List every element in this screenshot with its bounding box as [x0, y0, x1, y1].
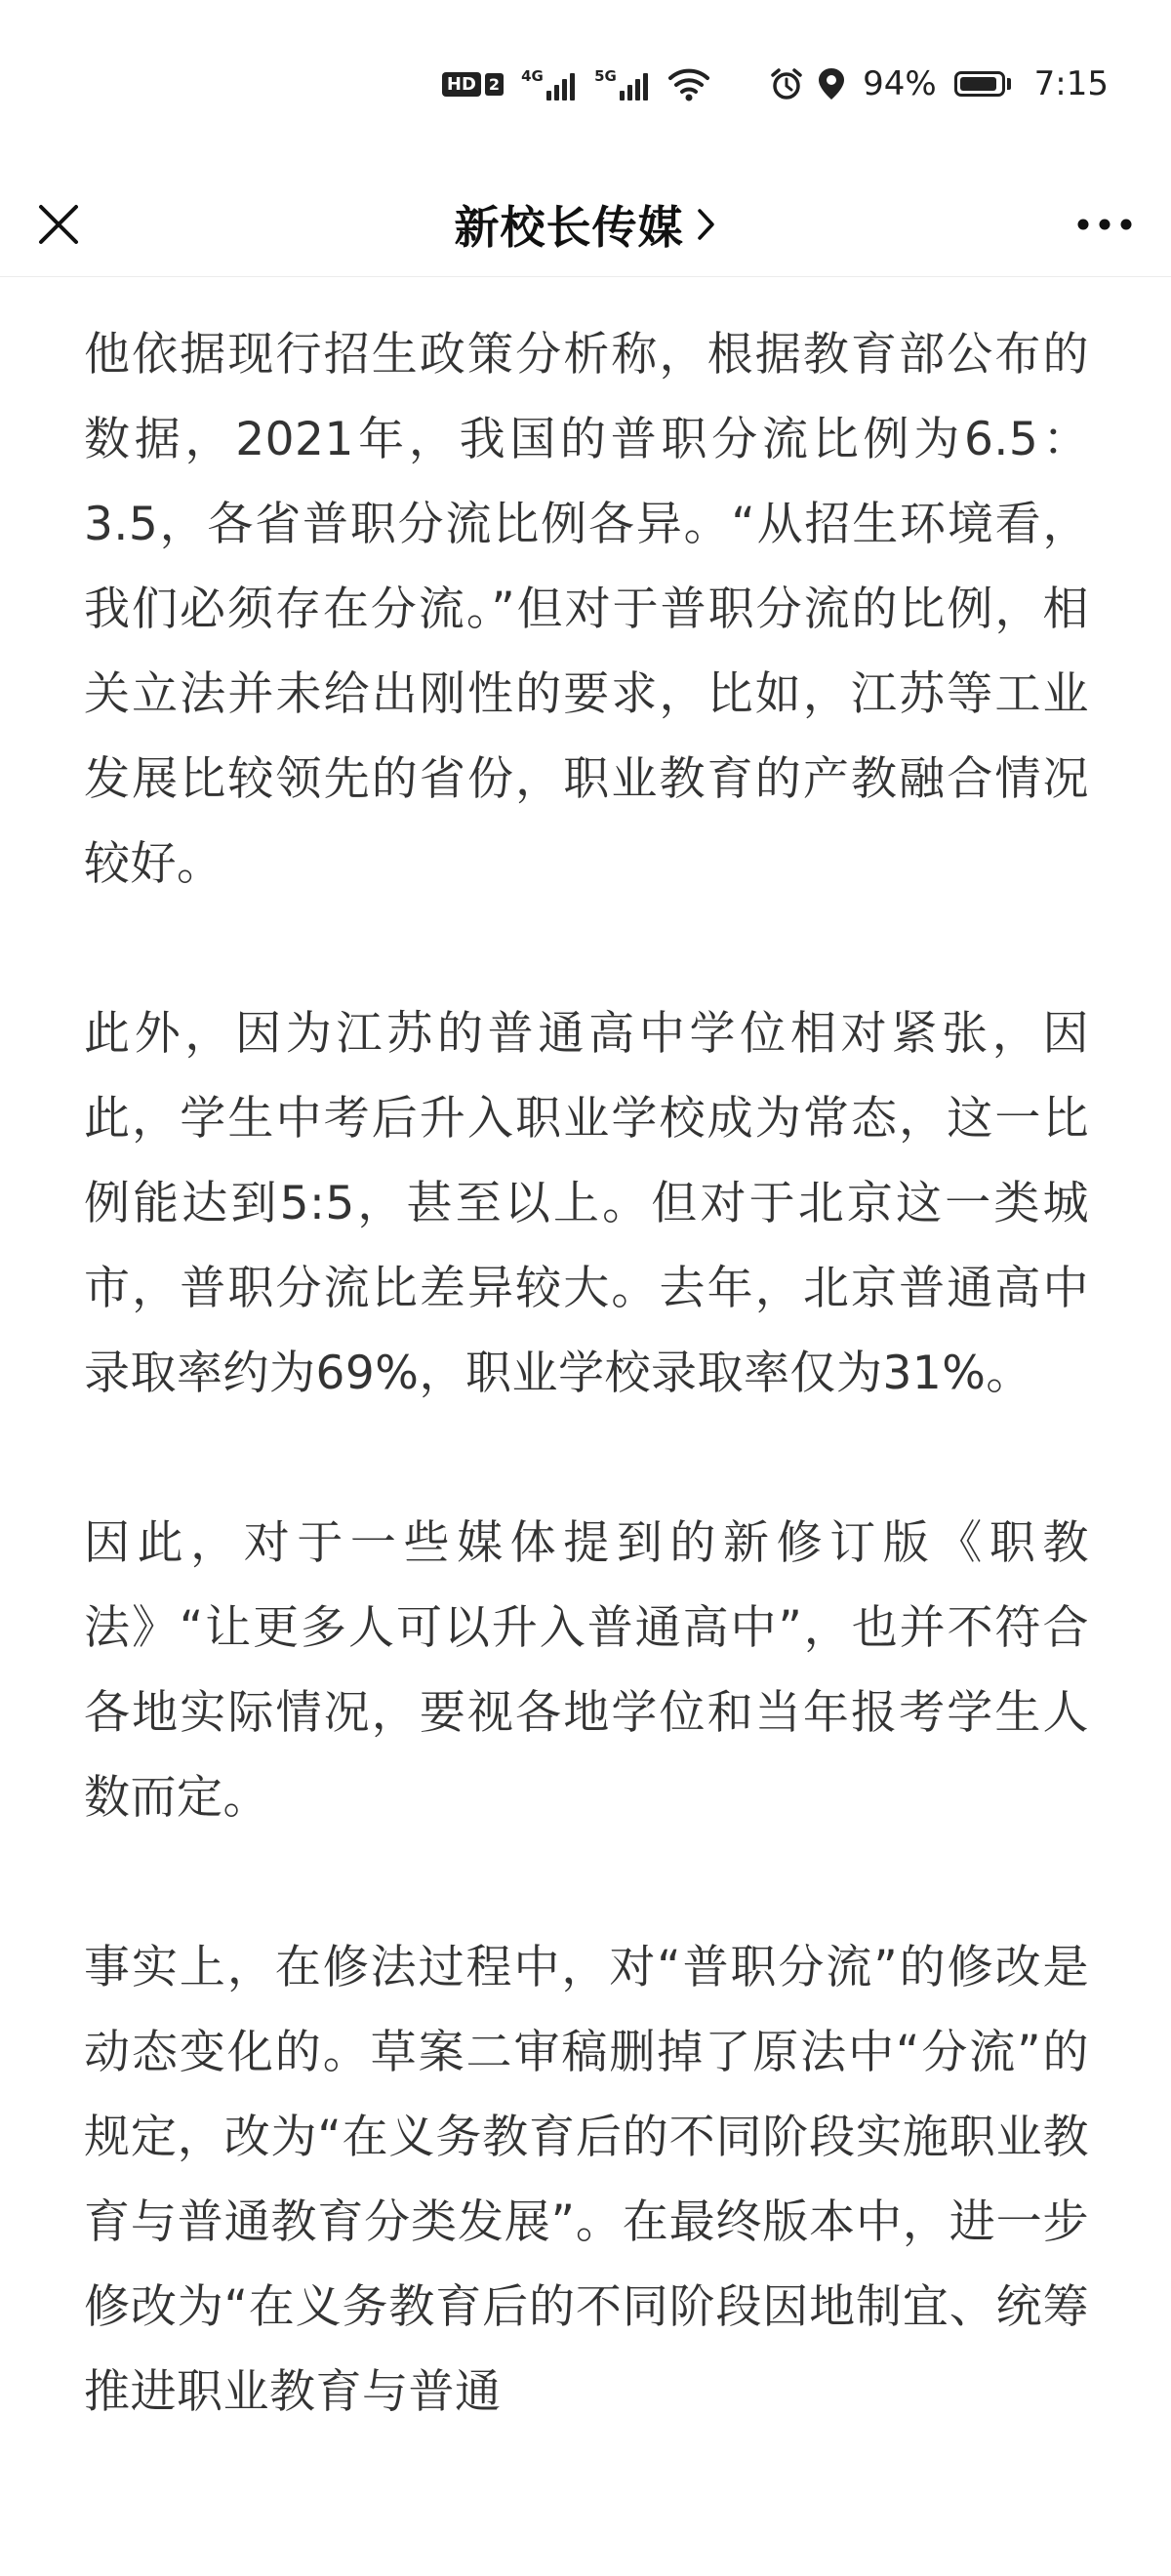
wifi-icon: [667, 64, 710, 103]
battery-percentage: 94%: [863, 64, 937, 103]
page-title: 新校长传媒: [454, 201, 684, 254]
article-body: [84, 277, 1089, 2519]
article-paragraph: 他依据现行招生政策分析称，根据教育部公布的数据，2021年，我国的普职分流比例为6.5：3.5，各省普职分流比例各异。“从招生环境看，我们必须存在分流。”但对于普职分流的比例，相关立法并未给出刚性的要求，比如，江苏等工业发展比较领先的省份，职业教育的产教融合情况较好。: [84, 328, 1089, 891]
clock-time: 7:15: [1033, 64, 1109, 103]
nav-bar: [0, 172, 1171, 277]
network-type-label-2: 5G: [594, 67, 617, 85]
hd-label: HD: [442, 72, 481, 97]
article-paragraph: 此外，因为江苏的普通高中学位相对紧张，因此，学生中考后升入职业学校成为常态，这一比例能达到5:5，甚至以上。但对于北京这一类城市，普职分流比差异较大。去年，北京普通高中录取率约为69%，职业学校录取率仅为31%。: [84, 1007, 1089, 1400]
more-button[interactable]: [1066, 193, 1144, 256]
hd-sim-number: 2: [485, 73, 504, 96]
cellular-signal-icon-2: [594, 67, 648, 101]
battery-fill: [960, 77, 997, 91]
account-title-link[interactable]: [0, 172, 1171, 277]
chevron-right-icon: [696, 207, 717, 242]
cellular-signal-icon: [521, 67, 575, 101]
article-paragraph: 因此，对于一些媒体提到的新修订版《职教法》“让更多人可以升入普通高中”，也并不符合各地实际情况，要视各地学位和当年报考学生人数而定。: [84, 1516, 1089, 1825]
hd-voice-indicator: [442, 72, 504, 97]
article-paragraph: 事实上，在修法过程中，对“普职分流”的修改是动态变化的。草案二审稿删掉了原法中“分流”的规定，改为“在义务教育后的不同阶段实施职业教育与普通教育分类发展”。在最终版本中，进一步修改为“在义务教育后的不同阶段因地制宜、统筹推进职业教育与普通: [84, 1941, 1089, 2419]
status-indicators: [442, 60, 1109, 107]
location-icon: [814, 66, 849, 101]
alarm-icon: [769, 66, 804, 101]
status-bar: [0, 0, 1171, 172]
more-icon: [1075, 218, 1134, 231]
network-type-label: 4G: [521, 67, 544, 85]
battery-icon: [954, 71, 1011, 97]
